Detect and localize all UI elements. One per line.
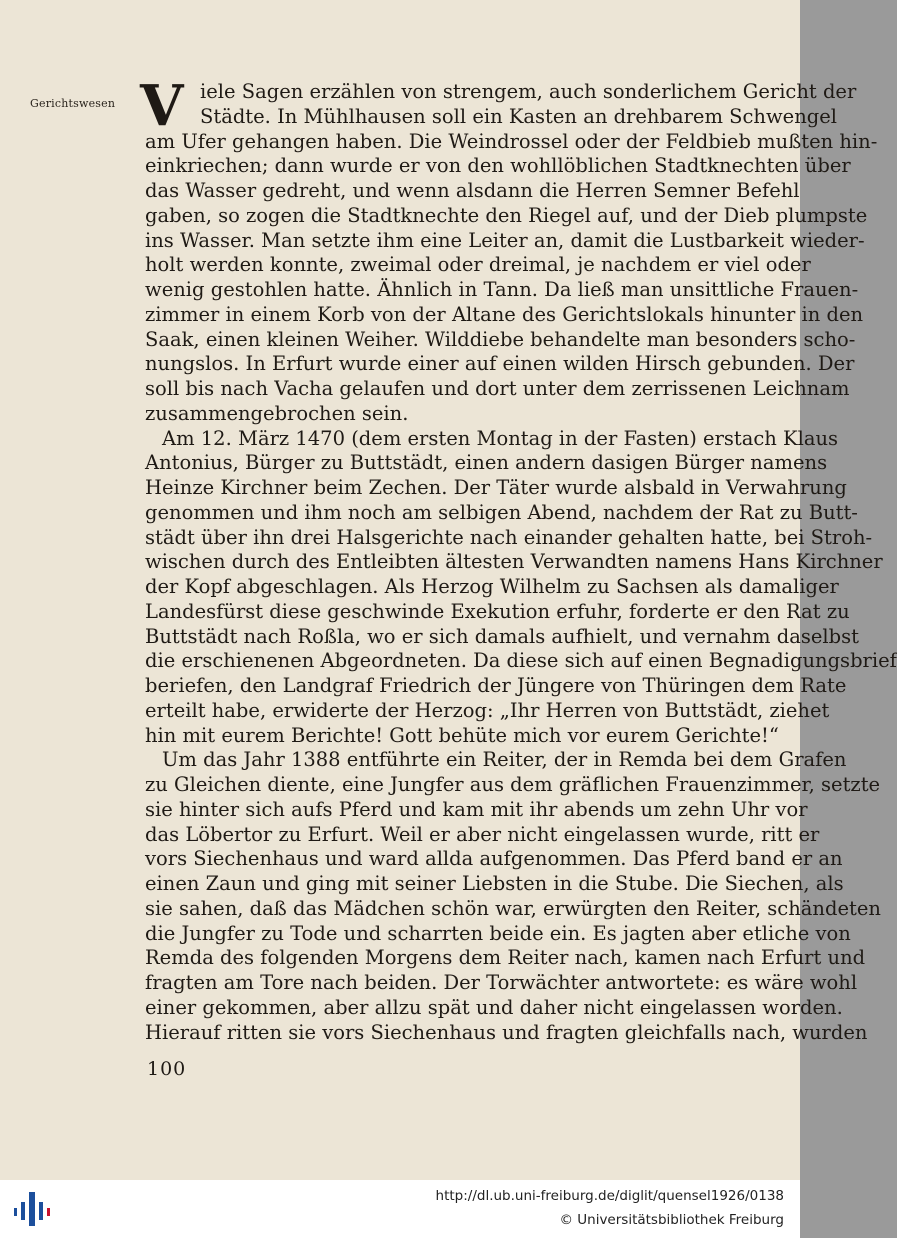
text-line: iele Sagen erzählen von strengem, auch sonderlichem Gericht der	[200, 80, 857, 103]
text-line: Hierauf ritten sie vors Siechenhaus und fragten gleichfalls nach, wurden	[145, 1020, 868, 1044]
copyright-text: © Universitätsbibliothek Freiburg	[559, 1212, 784, 1228]
text-line: Heinze Kirchner beim Zechen. Der Täter wurde alsbald in Verwahrung	[145, 476, 847, 499]
text-line: beriefen, den Landgraf Friedrich der Jüngere von Thüringen dem Rate	[145, 674, 847, 697]
text-line: fragten am Tore nach beiden. Der Torwächter antwortete: es wäre wohl	[145, 971, 858, 994]
text-line: die Jungfer zu Tode und scharrten beide ein. Es jagten aber etliche von	[145, 921, 851, 945]
text-line: ins Wasser. Man setzte ihm eine Leiter an, damit die Lustbarkeit wieder-	[145, 228, 865, 252]
source-url-link[interactable]: http://dl.ub.uni-freiburg.de/diglit/quensel1926/0138	[435, 1188, 784, 1204]
text-line: vors Siechenhaus und ward allda aufgenommen. Das Pferd band er an	[145, 847, 843, 871]
text-line: nungslos. In Erfurt wurde einer auf einen wilden Hirsch gebunden. Der	[145, 352, 855, 376]
text-line: Am 12. März 1470 (dem ersten Montag in der Fasten) erstach Klaus	[162, 426, 839, 450]
text-line: hin mit eurem Berichte! Gott behüte mich vor eurem Gerichte!“	[145, 723, 779, 747]
text-line: erteilt habe, erwiderte der Herzog: „Ihr Herren von Buttstädt, ziehet	[145, 698, 830, 722]
text-line: sie hinter sich aufs Pferd und kam mit ihr abends um zehn Uhr vor	[145, 797, 808, 821]
text-line: wenig gestohlen hatte. Ähnlich in Tann. Da ließ man unsittliche Frauen-	[145, 278, 859, 301]
text-line: einkriechen; dann wurde er von den wohllöblichen Stadtknechten über	[145, 154, 851, 178]
text-line: holt werden konnte, zweimal oder dreimal, je nachdem er viel oder	[145, 253, 811, 277]
text-line: einen Zaun und ging mit seiner Liebsten in die Stube. Die Siechen, als	[145, 872, 844, 895]
text-line: der Kopf abgeschlagen. Als Herzog Wilhelm zu Sachsen als damaliger	[145, 575, 839, 598]
text-line: zusammengebrochen sein.	[145, 401, 409, 425]
text-line: einer gekommen, aber allzu spät und daher nicht eingelassen worden.	[145, 995, 843, 1019]
text-line: am Ufer gehangen haben. Die Weindrossel oder der Feldbieb mußten hin-	[145, 129, 878, 153]
text-line: wischen durch des Entleibten ältesten Verwandten namens Hans Kirchner	[145, 550, 883, 574]
text-line: Um das Jahr 1388 entführte ein Reiter, der in Remda bei dem Grafen	[162, 748, 847, 772]
text-line: Landesfürst diese geschwinde Exekution erfuhr, forderte er den Rat zu	[145, 599, 850, 623]
text-line: genommen und ihm noch am selbigen Abend, nachdem der Rat zu Butt-	[145, 500, 858, 524]
text-line: sie sahen, daß das Mädchen schön war, erwürgten den Reiter, schändeten	[145, 896, 881, 920]
text-line: Saak, einen kleinen Weiher. Wilddiebe behandelte man besonders scho-	[145, 327, 856, 351]
library-logo-icon	[12, 1190, 52, 1228]
page-number: 100	[147, 1058, 187, 1080]
text-line: das Löbertor zu Erfurt. Weil er aber nicht eingelassen wurde, ritt er	[145, 822, 820, 846]
footer-bar	[0, 1180, 800, 1238]
text-line: städt über ihn drei Halsgerichte nach einander gehalten hatte, bei Stroh-	[145, 525, 873, 549]
text-line: das Wasser gedreht, und wenn alsdann die Herren Semner Befehl	[145, 179, 800, 202]
text-line: gaben, so zogen die Stadtknechte den Riegel auf, und der Dieb plumpste	[145, 203, 868, 227]
text-line: zu Gleichen diente, eine Jungfer aus dem gräflichen Frauenzimmer, setzte	[145, 773, 881, 796]
text-line: zimmer in einem Korb von der Altane des Gerichtslokals hinunter in den	[145, 302, 864, 326]
text-line: die erschienenen Abgeordneten. Da diese sich auf einen Begnadigungsbrief	[145, 649, 897, 673]
text-line: Remda des folgenden Morgens dem Reiter nach, kamen nach Erfurt und	[145, 946, 866, 970]
text-line: soll bis nach Vacha gelaufen und dort unter dem zerrissenen Leichnam	[145, 377, 850, 400]
marginal-note: Gerichtswesen	[30, 97, 116, 110]
text-line: Antonius, Bürger zu Buttstädt, einen andern dasigen Bürger namens	[145, 451, 828, 475]
text-line: Buttstädt nach Roßla, wo er sich damals aufhielt, und vernahm daselbst	[145, 624, 859, 648]
text-line: Städte. In Mühlhausen soll ein Kasten an drehbarem Schwengel	[200, 104, 838, 128]
drop-cap: V	[140, 73, 184, 139]
